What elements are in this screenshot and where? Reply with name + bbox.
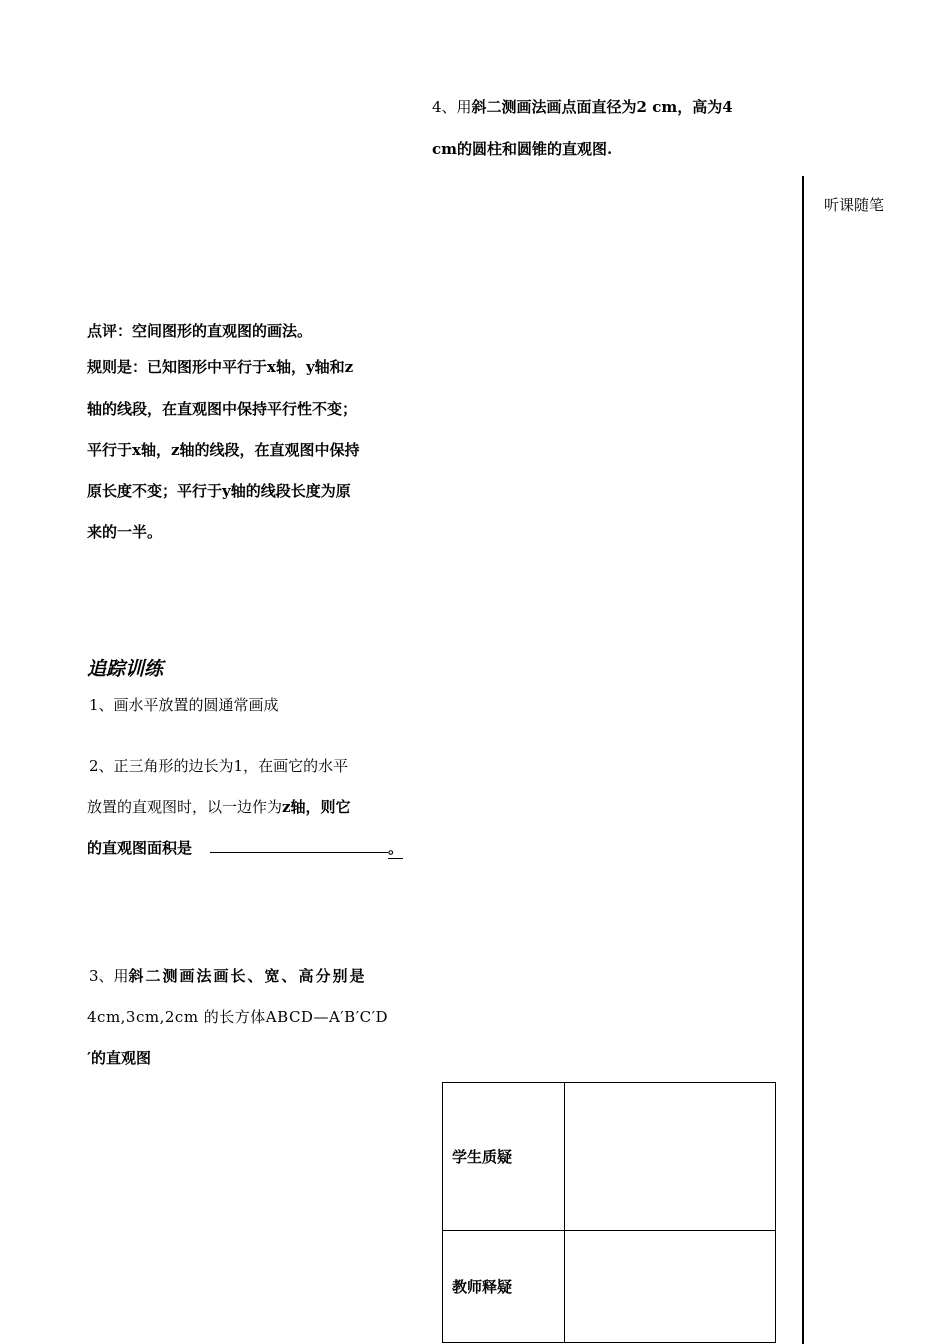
qa-table xyxy=(442,1082,776,1343)
table-row-student xyxy=(443,1083,776,1231)
question-4-line1 xyxy=(432,96,733,117)
training-item-3-line2: 4cm,3cm,2cm 的长方体ABCD—A′B′C′D xyxy=(87,1008,389,1026)
teacher-answer-label: 教师释疑 xyxy=(443,1231,565,1343)
training-item-2-line2-bold: z轴，则它 xyxy=(282,798,351,816)
comment-line-4: 原长度不变；平行于y轴的线段长度为原 xyxy=(87,482,351,500)
comment-line-5: 来的一半。 xyxy=(87,523,163,541)
training-item-2-line2 xyxy=(87,796,351,817)
area-question-text: 的直观图面积是 xyxy=(87,839,193,857)
student-question-cell[interactable] xyxy=(565,1083,776,1231)
question-4-line2: cm的圆柱和圆锥的直观图. xyxy=(432,140,613,158)
comment-line-1: 规则是：已知图形中平行于x轴，y轴和z xyxy=(87,358,354,376)
comment-title: 点评：空间图形的直观图的画法。 xyxy=(87,322,313,340)
training-item-2-line3 xyxy=(87,837,403,859)
training-item-2-line2-text: 放置的直观图时，以一边作为 xyxy=(87,798,283,816)
question-4-number: 4、用 xyxy=(432,98,472,116)
margin-divider-line xyxy=(802,176,804,1344)
training-heading: 追踪训练 xyxy=(87,658,164,680)
training-item-3-line1 xyxy=(89,965,367,986)
training-item-3-number: 3、用 xyxy=(89,967,129,985)
comment-line-3: 平行于x轴，z轴的线段，在直观图中保持 xyxy=(87,441,360,459)
teacher-answer-cell[interactable] xyxy=(565,1231,776,1343)
answer-end-mark: 。 xyxy=(388,839,404,857)
training-item-2-line1: 2、正三角形的边长为1，在画它的水平 xyxy=(89,757,349,775)
answer-blank xyxy=(210,838,388,853)
comment-line-2: 轴的线段，在直观图中保持平行性不变； xyxy=(87,400,358,418)
side-note-label: 听课随笔 xyxy=(824,196,885,214)
training-item-1: 1、画水平放置的圆通常画成 xyxy=(89,696,279,714)
table-row-teacher xyxy=(443,1231,776,1343)
training-item-3-text: 斜二测画法画长、宽、高分别是 xyxy=(128,967,367,985)
student-question-label: 学生质疑 xyxy=(443,1083,565,1231)
training-item-3-line3: ′的直观图 xyxy=(87,1049,151,1067)
question-4-text: 斜二测画法画点面直径为2 cm，高为4 xyxy=(471,98,733,116)
